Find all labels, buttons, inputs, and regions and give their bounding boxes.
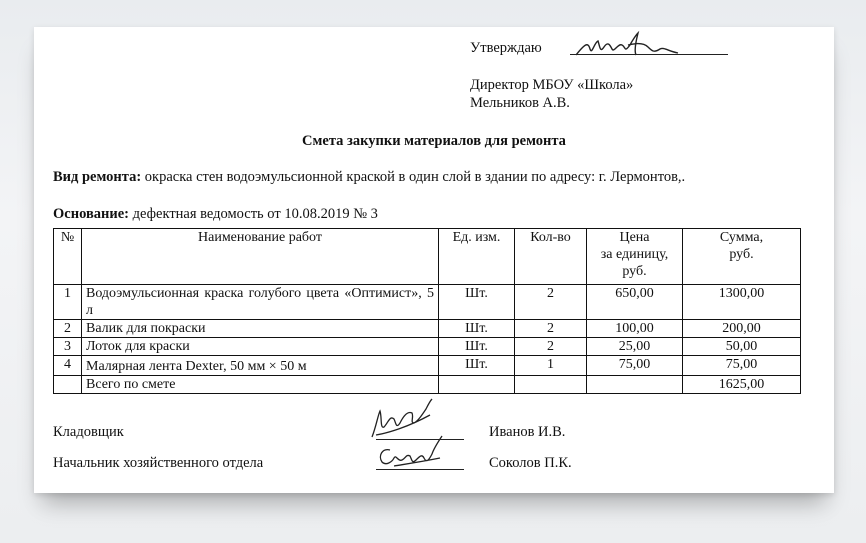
total-num-cell bbox=[54, 376, 82, 394]
row-unit: Шт. bbox=[439, 338, 515, 356]
approve-label: Утверждаю bbox=[470, 40, 542, 56]
header-price-line2: за единицу, bbox=[600, 247, 669, 262]
header-price-line3: руб. bbox=[622, 264, 647, 279]
basis-label: Основание: bbox=[53, 206, 130, 222]
row-price: 25,00 bbox=[587, 338, 683, 356]
row-price: 650,00 bbox=[587, 285, 683, 320]
row-name: Водоэмульсионная краска голубого цвета «Оптимист», 5 л bbox=[82, 285, 439, 320]
header-sum-line2: руб. bbox=[729, 247, 754, 262]
storekeeper-role: Кладовщик bbox=[53, 424, 124, 440]
header-price-line1: Цена bbox=[619, 230, 650, 245]
total-label: Всего по смете bbox=[82, 376, 439, 394]
repair-type-line bbox=[53, 169, 685, 186]
row-num: 2 bbox=[54, 320, 82, 338]
row-qty: 2 bbox=[515, 320, 587, 338]
row-qty: 2 bbox=[515, 285, 587, 320]
basis-line bbox=[53, 206, 378, 223]
basis-value: дефектная ведомость от 10.08.2019 № 3 bbox=[129, 206, 378, 222]
head-role: Начальник хозяйственного отдела bbox=[53, 455, 264, 471]
total-value: 1625,00 bbox=[683, 376, 801, 394]
document-title: Смета закупки материалов для ремонта bbox=[302, 133, 566, 149]
header-qty: Кол-во bbox=[515, 229, 587, 285]
header-sum-line1: Сумма, bbox=[719, 230, 764, 245]
document-sheet bbox=[34, 27, 834, 493]
row-qty: 2 bbox=[515, 338, 587, 356]
table-total-row bbox=[54, 376, 801, 394]
storekeeper-name: Иванов И.В. bbox=[489, 424, 566, 440]
row-unit: Шт. bbox=[439, 320, 515, 338]
header-num: № bbox=[54, 229, 82, 285]
header-sum bbox=[683, 229, 801, 285]
row-sum: 1300,00 bbox=[683, 285, 801, 320]
row-name: Малярная лента Dexter, 50 мм × 50 м bbox=[82, 356, 439, 376]
row-qty: 1 bbox=[515, 356, 587, 376]
row-price: 75,00 bbox=[587, 356, 683, 376]
row-sum: 200,00 bbox=[683, 320, 801, 338]
row-num: 3 bbox=[54, 338, 82, 356]
header-price bbox=[587, 229, 683, 285]
total-empty-cell bbox=[439, 376, 515, 394]
row-unit: Шт. bbox=[439, 356, 515, 376]
table-row bbox=[54, 356, 801, 376]
row-num: 1 bbox=[54, 285, 82, 320]
row-unit: Шт. bbox=[439, 285, 515, 320]
table-row bbox=[54, 320, 801, 338]
row-price: 100,00 bbox=[587, 320, 683, 338]
row-sum: 50,00 bbox=[683, 338, 801, 356]
estimate-table bbox=[53, 228, 801, 394]
row-name: Лоток для краски bbox=[82, 338, 439, 356]
director-position: Директор МБОУ «Школа» bbox=[470, 77, 634, 93]
total-empty-cell bbox=[587, 376, 683, 394]
row-sum: 75,00 bbox=[683, 356, 801, 376]
table-row bbox=[54, 285, 801, 320]
director-name: Мельников А.В. bbox=[470, 95, 570, 111]
head-name: Соколов П.К. bbox=[489, 455, 572, 471]
table-header-row bbox=[54, 229, 801, 285]
repair-type-label: Вид ремонта: bbox=[53, 169, 142, 185]
row-name: Валик для покраски bbox=[82, 320, 439, 338]
table-row bbox=[54, 338, 801, 356]
row-num: 4 bbox=[54, 356, 82, 376]
total-empty-cell bbox=[515, 376, 587, 394]
header-unit: Ед. изм. bbox=[439, 229, 515, 285]
header-name: Наименование работ bbox=[82, 229, 439, 285]
director-signature-icon bbox=[574, 31, 684, 61]
head-signature-icon bbox=[372, 432, 452, 472]
repair-type-value: окраска стен водоэмульсионной краской в один слой в здании по адресу: г. Лермонтов,. bbox=[141, 169, 686, 185]
